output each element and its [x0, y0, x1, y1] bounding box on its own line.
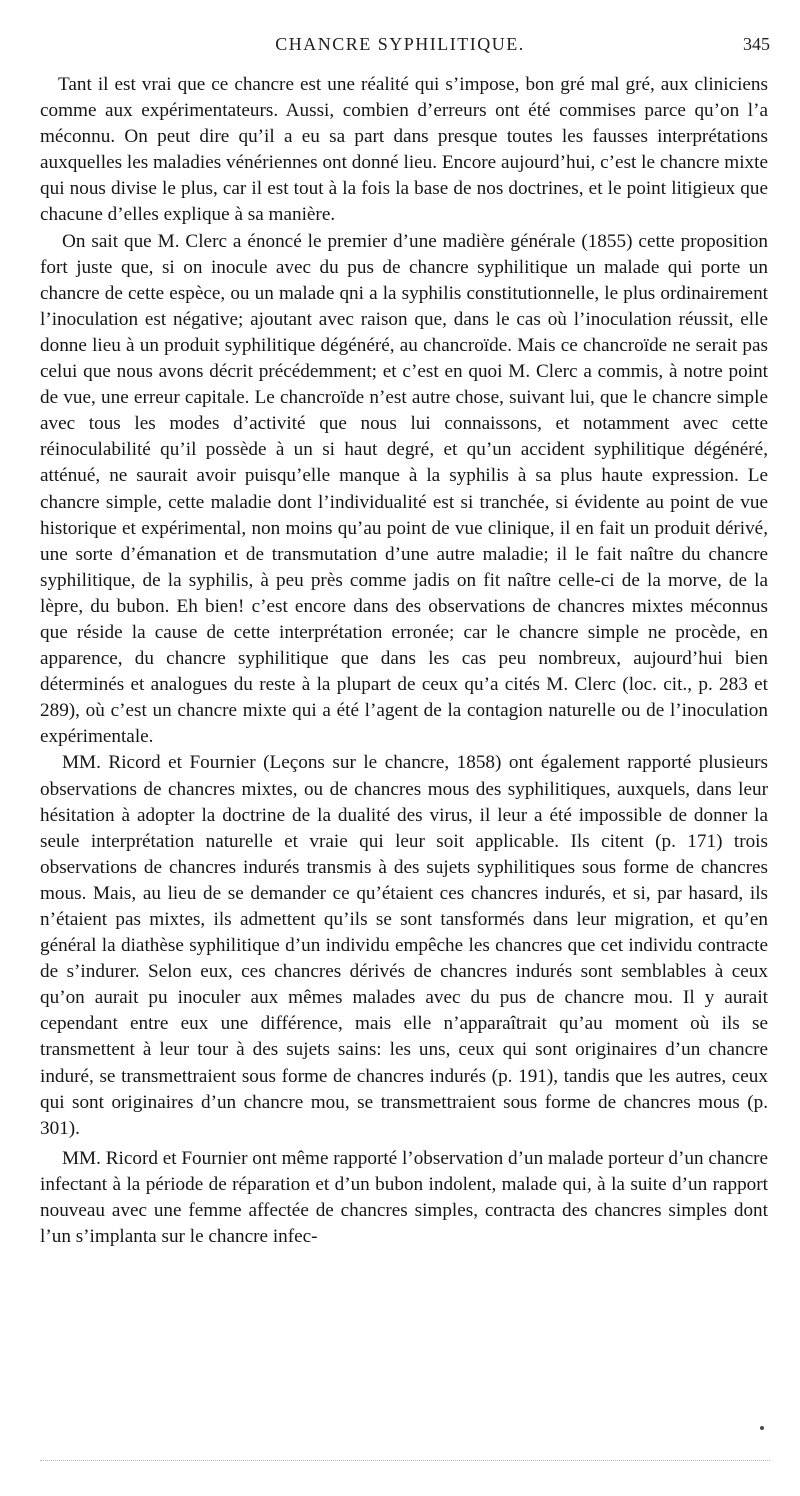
paragraph-4: MM. Ricord et Fournier ont même rapporté l’observation d’un malade porteur d’un chancre infectant à la période de réparation et d’un bubon indolent, malade qui, à la suite d’un rapport nouveau avec une femme affectée de chancres simples, contracta des chancres simples dont l’un s’implanta sur le chancre infec- — [40, 1147, 768, 1248]
bottom-scan-rule — [40, 1460, 770, 1462]
running-title: CHANCRE SYPHILITIQUE. — [275, 34, 525, 54]
running-head — [0, 30, 800, 58]
paragraph-1: Tant il est vrai que ce chancre est une réalité qui s’impose, bon gré mal gré, aux cliniciens comme aux expérimentateurs. Aussi, combien d’erreurs ont été commises parce qu’on l’a méconnu. On peut dire qu’il a eu sa part dans presque toutes les fausses interprétations auxquelles les maladies vénériennes ont donné lieu. Encore aujourd’hui, c’est le chancre mixte qui nous divise le plus, car il est tout à la fois la base de nos doctrines, et le point litigieux que chacune d’elles explique à sa manière. — [40, 74, 768, 226]
paragraph-2: On sait que M. Clerc a énoncé le premier d’une madière générale (1855) cette proposition fort juste que, si on inocule avec du pus de chancre syphilitique un malade qui porte un chancre de cette espèce, ou un malade qni a la syphilis constitutionnelle, le plus ordinairement l’inoculation est négative; ajoutant avec raison que, dans le cas où l’inoculation réussit, elle donne lieu à un produit syphilitique dégénéré, au chancroïde. Mais ce chancroïde ne serait pas celui que nous avons décrit précédemment; et c’est en quoi M. Clerc a commis, à notre point de vue, une erreur capitale. Le chancroïde n’est autre chose, suivant lui, que le chancre simple avec tous les modes d’activité que nous lui connaissons, et notamment avec cette réinoculabilité qu’il possède à un si haut degré, et qu’un accident syphilitique dégénéré, atténué, ne saurait avoir puisqu’elle manque à la syphilis à sa plus haute expression. Le chancre simple, cette maladie dont l’individualité est si tranchée, si évidente au point de vue historique et expérimental, non moins qu’au point de vue clinique, il en fait un produit dérivé, une sorte d’émanation et de transmutation d’une autre maladie; il le fait naître du chancre syphilitique, de la syphilis, à peu près comme jadis on fit naître celle-ci de la morve, de la lèpre, du bubon. Eh bien! c’est encore dans des observations de chancres mixtes méconnus que réside la cause de cette interprétation erronée; car le chancre simple ne procède, en apparence, du chancre syphilitique que dans les cas peu nombreux, aujourd’hui bien déterminés et analogues du reste à la plupart de ceux qu’a cités M. Clerc (loc. cit., p. 283 et 289), où c’est un chancre mixte qui a été l’agent de la contagion naturelle ou de l’inoculation expérimentale. — [40, 230, 768, 748]
paragraph-3: MM. Ricord et Fournier (Leçons sur le chancre, 1858) ont également rapporté plusieurs observations de chancres mixtes, ou de chancres mous des syphilitiques, auxquels, dans leur hésitation à adopter la doctrine de la dualité des virus, il leur a été impossible de donner la seule interprétation naturelle et vraie qui leur soit applicable. Ils citent (p. 171) trois observations de chancres indurés transmis à des sujets syphilitiques sous forme de chancres mous. Mais, au lieu de se demander ce qu’étaient ces chancres indurés, et si, par hasard, ils n’étaient pas mixtes, ils admettent qu’ils se sont tansformés dans leur migration, et qu’en général la diathèse syphilitique d’un individu empêche les chancres que cet individu contracte de s’indurer. Selon eux, ces chancres dérivés de chancres indurés sont semblables à ceux qu’on aurait pu inoculer aux mêmes malades avec du pus de chancre mou. Il y aurait cependant entre eux une différence, mais elle n’apparaîtrait qu’au moment où ils se transmettent à leur tour à des sujets sains: les uns, ceux qui sont originaires d’un chancre induré, se transmettraient sous forme de chancres indurés (p. 191), tandis que les autres, ceux qui sont originaires d’un chancre mou, se transmettraient sous forme de chancres mous (p. 301). — [40, 752, 768, 1139]
body-text — [40, 72, 768, 1250]
page-number: 345 — [743, 34, 770, 54]
print-mark — [760, 1426, 764, 1430]
